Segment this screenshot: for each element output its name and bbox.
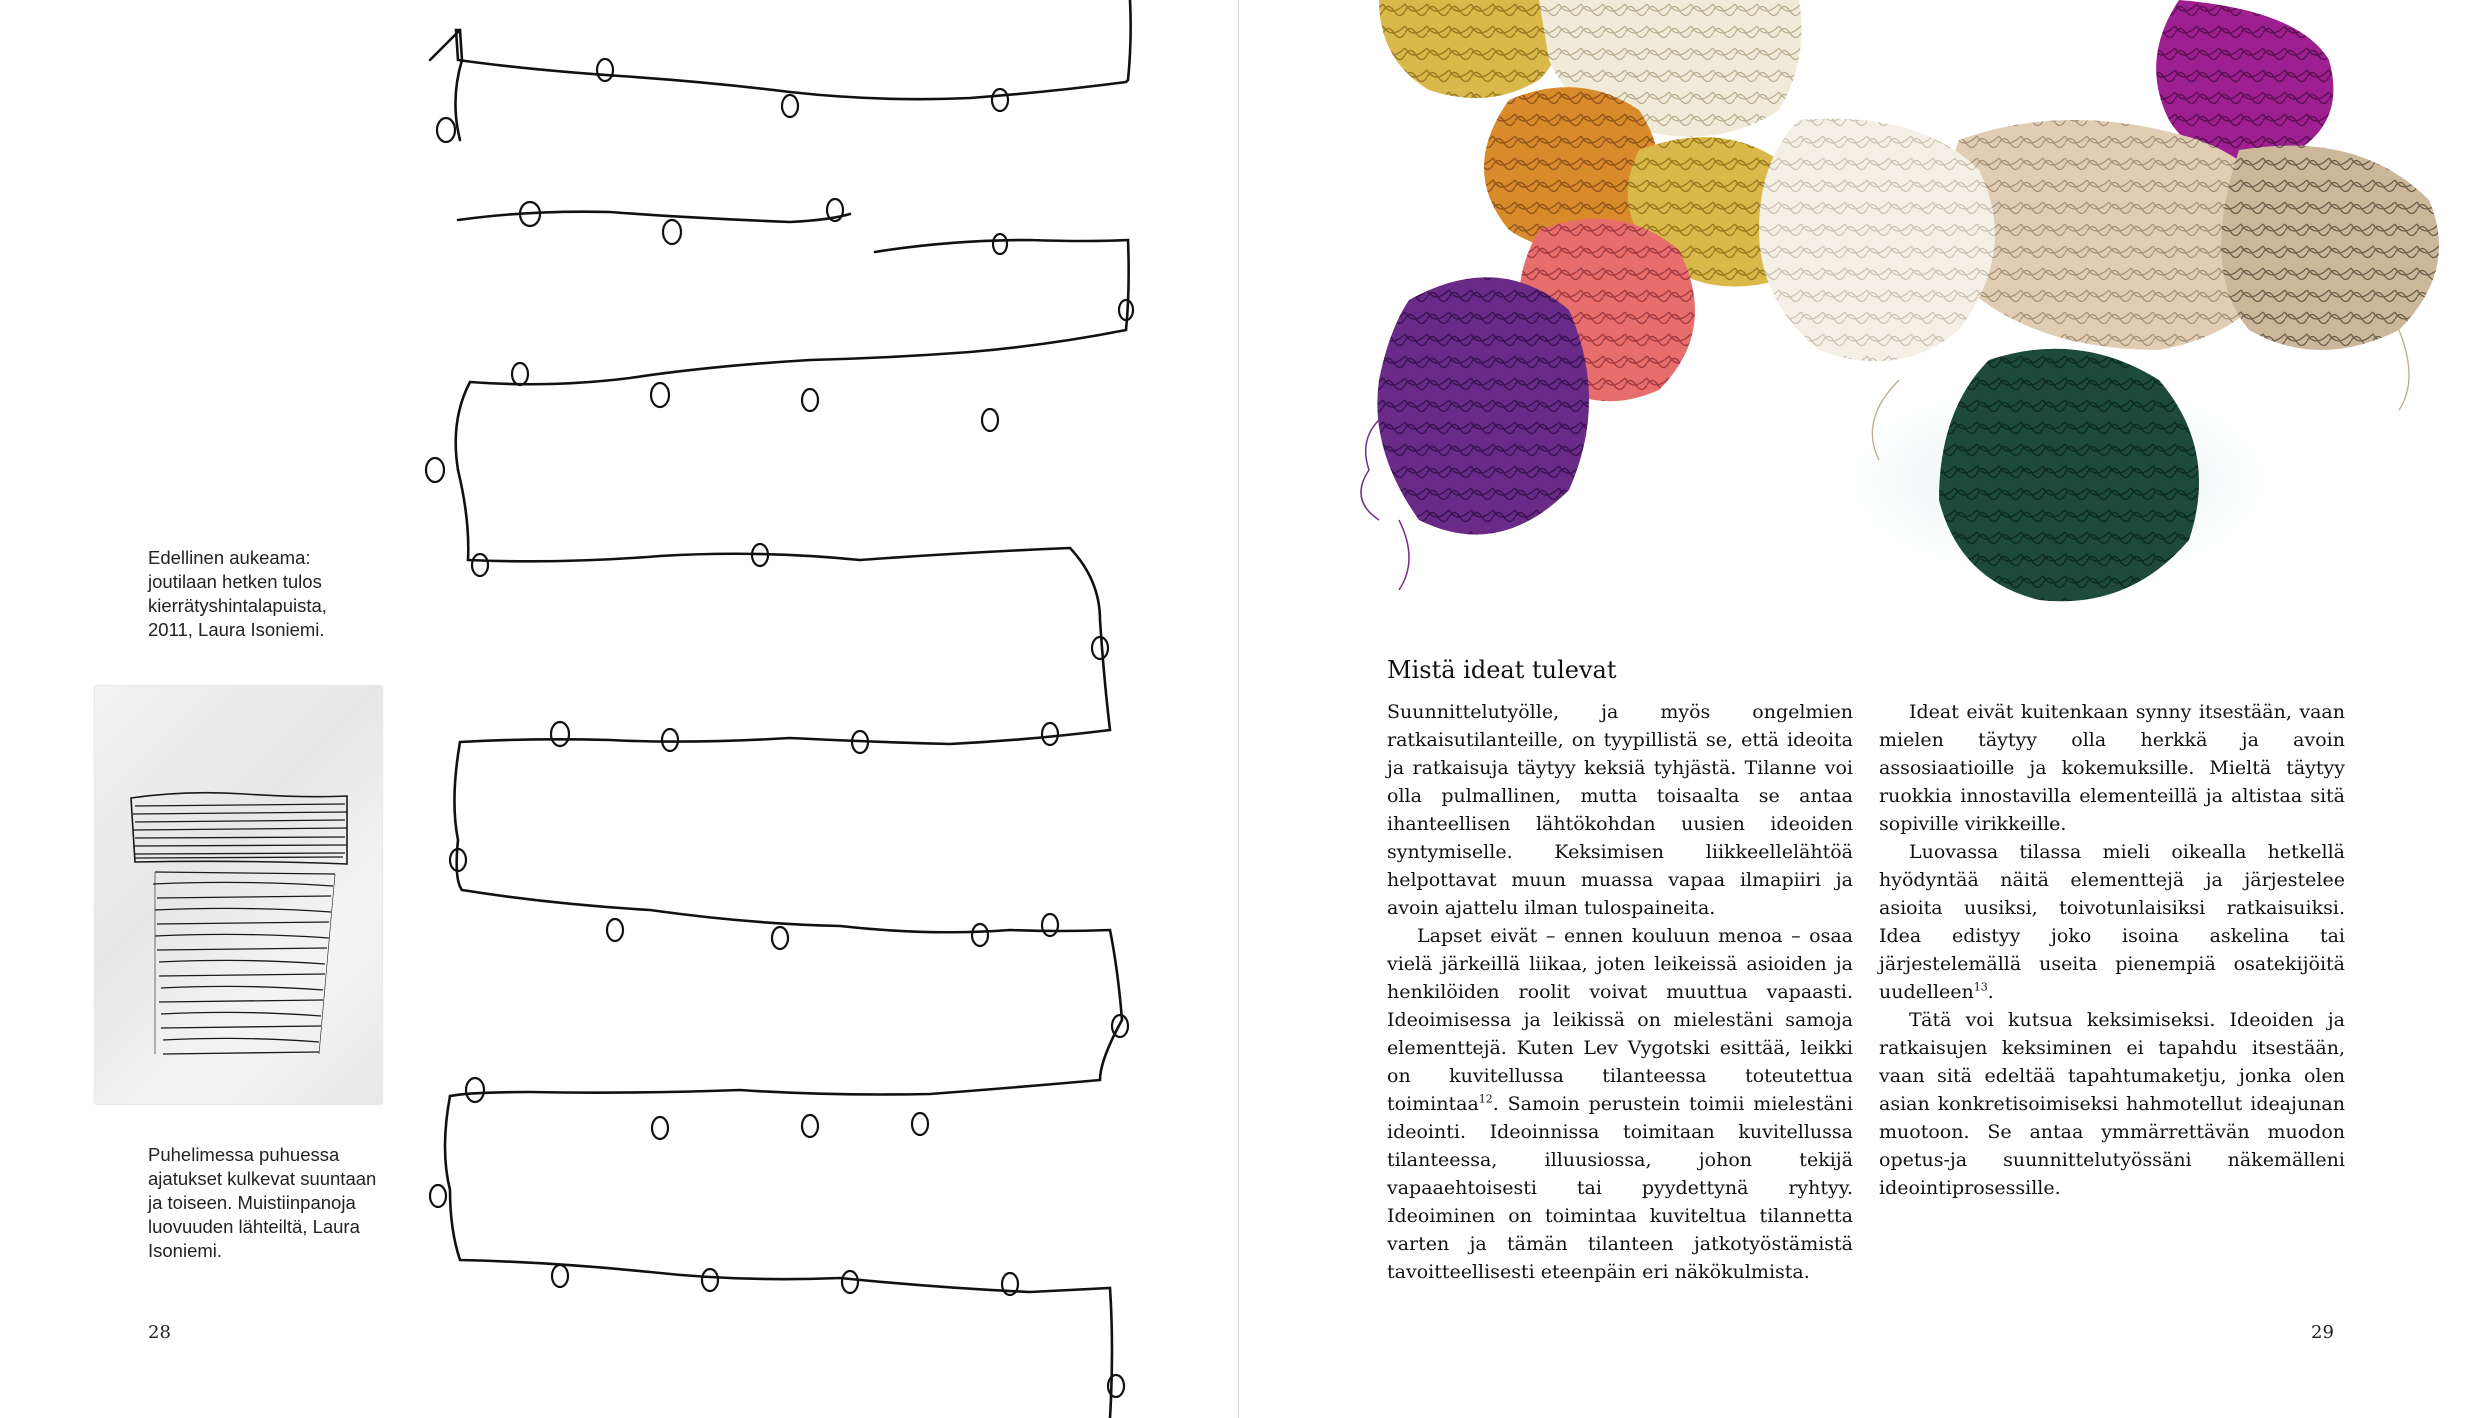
paragraph-text: Lapset eivät – ennen kouluun menoa – osaa vielä järkeillä liikaa, joten leikeissä asioiden ja henkilöiden roolit voivat muuttua vapaasti. Ideoimisessa ja leikissä on mielestäni samoja elementtejä. Kuten Lev Vygotski esittää, leikki on kuvitellussa tilanteessa toteutettua toimintaa bbox=[1387, 925, 1853, 1115]
page-number: 28 bbox=[148, 1322, 171, 1343]
caption-line: ajatukset kulkevat suuntaan bbox=[148, 1168, 377, 1189]
body-column-right bbox=[1879, 698, 2345, 1202]
section-heading: Mistä ideat tulevat bbox=[1387, 656, 1617, 684]
paragraph bbox=[1387, 922, 1853, 1286]
footnote-ref[interactable]: 12 bbox=[1478, 1092, 1493, 1106]
caption-line: joutilaan hetken tulos bbox=[148, 571, 322, 592]
paragraph: Suunnittelutyölle, ja myös ongelmien ratkaisutilanteille, on tyypillistä se, että ideoita ja ratkaisuja täytyy keksiä tyhjästä. Tilanne voi olla pulmallinen, mutta toisaalta se antaa ihanteellisen lähtökohdan uusien ideoiden syntymiselle. Keksimisen liikkeellelähtöä helpottavat muun muassa vapaa ilmapiiri ja avoin ajattelu ilman tulospaineita. bbox=[1387, 701, 1853, 919]
body-column-left bbox=[1387, 698, 1853, 1286]
caption-line: Edellinen aukeama: bbox=[148, 547, 311, 568]
paragraph-text: . bbox=[1987, 981, 1994, 1003]
knotted-string-illustration bbox=[410, 0, 1170, 1418]
right-page bbox=[1239, 0, 2481, 1418]
caption-phone-notes bbox=[148, 1143, 408, 1263]
paragraph-text: . Samoin perustein toimii mielestäni ideointi. Ideoinnissa toimitaan kuvitellussa tilanteessa, illuusiossa, johon tekijä vapaaehtoisesti tai pyydettynä ryhtyy. Ideoiminen on toimintaa kuviteltua tilannetta varten ja tämän tilanteen jatkotyöstämistä tavoitteellisesti eteenpäin eri näkökulmista. bbox=[1387, 1093, 1853, 1283]
caption-previous-spread bbox=[148, 546, 408, 642]
page-number: 29 bbox=[2311, 1322, 2334, 1343]
left-page bbox=[0, 0, 1239, 1418]
caption-line: 2011, Laura Isoniemi. bbox=[148, 619, 325, 640]
paragraph: Ideat eivät kuitenkaan synny itsestään, vaan mielen täytyy olla herkkä ja avoin assosiaatioille ja kokemuksille. Mieltä täytyy ruokkia innostavilla elementeillä ja altistaa sitä sopiville virikkeille. bbox=[1879, 701, 2345, 835]
paragraph-text: Luovassa tilassa mieli oikealla hetkellä hyödyntää näitä elementtejä ja järjestelee asioita uusiksi, toivotunlaisiksi ratkaisuiksi. Idea edistyy joko isoina askelina tai järjestelemällä useita pienempiä osatekijöitä uudelleen bbox=[1879, 841, 2345, 1003]
caption-line: kierrätyshintalapuista, bbox=[148, 595, 327, 616]
caption-line: Puhelimessa puhuessa bbox=[148, 1144, 340, 1165]
yarn-balls-photo bbox=[1339, 0, 2479, 650]
notepad-photo bbox=[95, 686, 382, 1104]
caption-line: Isoniemi. bbox=[148, 1240, 223, 1261]
caption-line: ja toiseen. Muistiinpanoja bbox=[148, 1192, 356, 1213]
paragraph bbox=[1879, 838, 2345, 1006]
paragraph: Tätä voi kutsua keksimiseksi. Ideoiden ja ratkaisujen keksiminen ei tapahdu itsestään, vaan sitä edeltää tapahtumaketju, jonka olen asian konkretisoimiseksi hahmotellut ideajunan muotoon. Se antaa ymmärrettävän muodon opetus-ja suunnittelutyössäni näkemälleni ideointiprosessille. bbox=[1879, 1009, 2345, 1199]
scribble-drawing bbox=[95, 686, 382, 1104]
footnote-ref[interactable]: 13 bbox=[1973, 980, 1988, 994]
caption-line: luovuuden lähteiltä, Laura bbox=[148, 1216, 360, 1237]
